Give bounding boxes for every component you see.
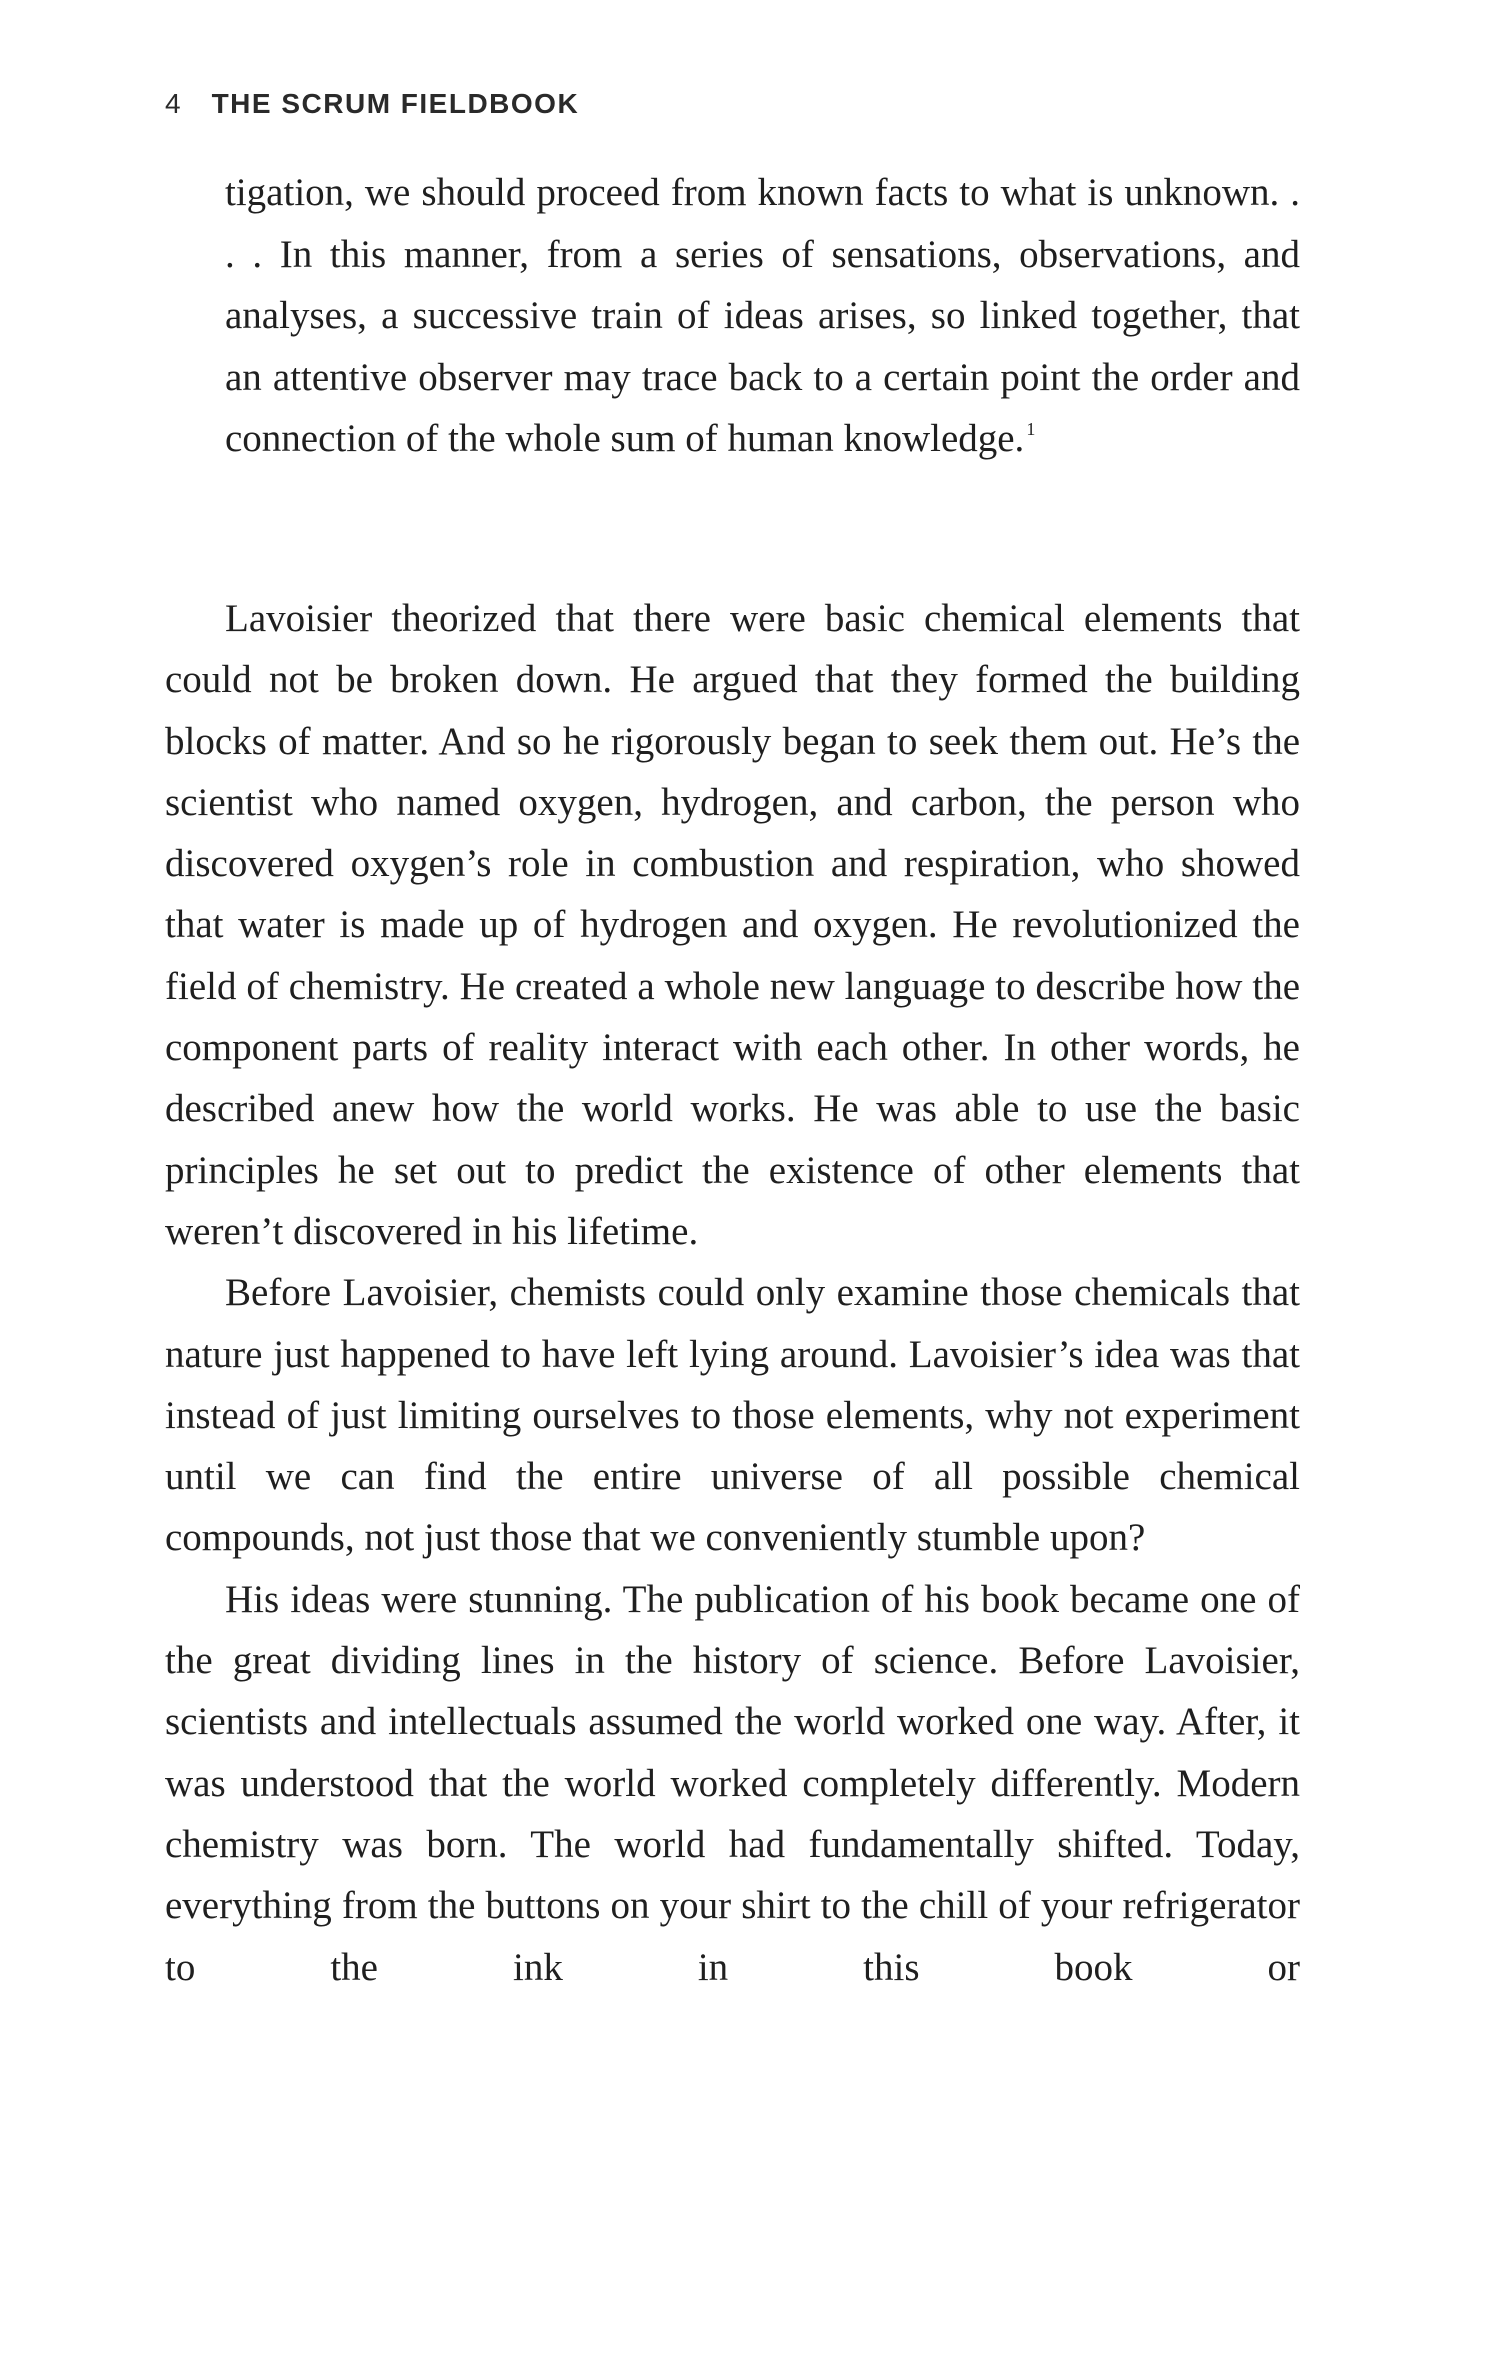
book-title: THE SCRUM FIELDBOOK [211,88,580,119]
paragraph: Before Lavoisier, chemists could only examine those chemicals that nature just happened to have left lying around. Lavoisier’s idea was that instead of just limiting ourselves to those elements, why not experiment until we can find the entire universe of all possible chemical compounds, not just those that we conveniently stumble upon? [165,1271,1300,1560]
paragraph: Lavoisier theorized that there were basic chemical elements that could not be broken down. He argued that they formed the building blocks of matter. And so he rigorously began to seek them out. He’s the scientist who named oxygen, hydrogen, and carbon, the person who discovered oxygen’s role in combustion and respiration, who showed that water is made up of hydrogen and oxygen. He revolutionized the field of chemistry. He created a whole new language to describe how the component parts of reality interact with each other. In other words, he described anew how the world works. He was able to use the basic principles he set out to predict the existence of other elements that weren’t discovered in his lifetime. [165,597,1300,1253]
body-text [165,588,1300,1998]
footnote-reference: 1 [1026,419,1036,439]
paragraph: His ideas were stunning. The publication of his book became one of the great dividing lines in the history of science. Before Lavoisier, scientists and intellectuals assumed the world worked one way. After, it was understood that the world worked completely differently. Modern chemistry was born. The world had fundamentally shifted. Today, everything from the buttons on your shirt to the chill of your refrigerator to the ink in this book or [165,1577,1300,1989]
block-quote-text: tigation, we should proceed from known facts to what is unknown. . . . In this manner, from a series of sensations, observations, and analyses, a successive train of ideas arises, so linked together, that an attentive observer may trace back to a certain point the order and connection of the whole sum of human knowledge. [225,171,1300,460]
page-number: 4 [165,88,182,119]
block-quote [225,162,1300,477]
running-head [165,88,579,120]
